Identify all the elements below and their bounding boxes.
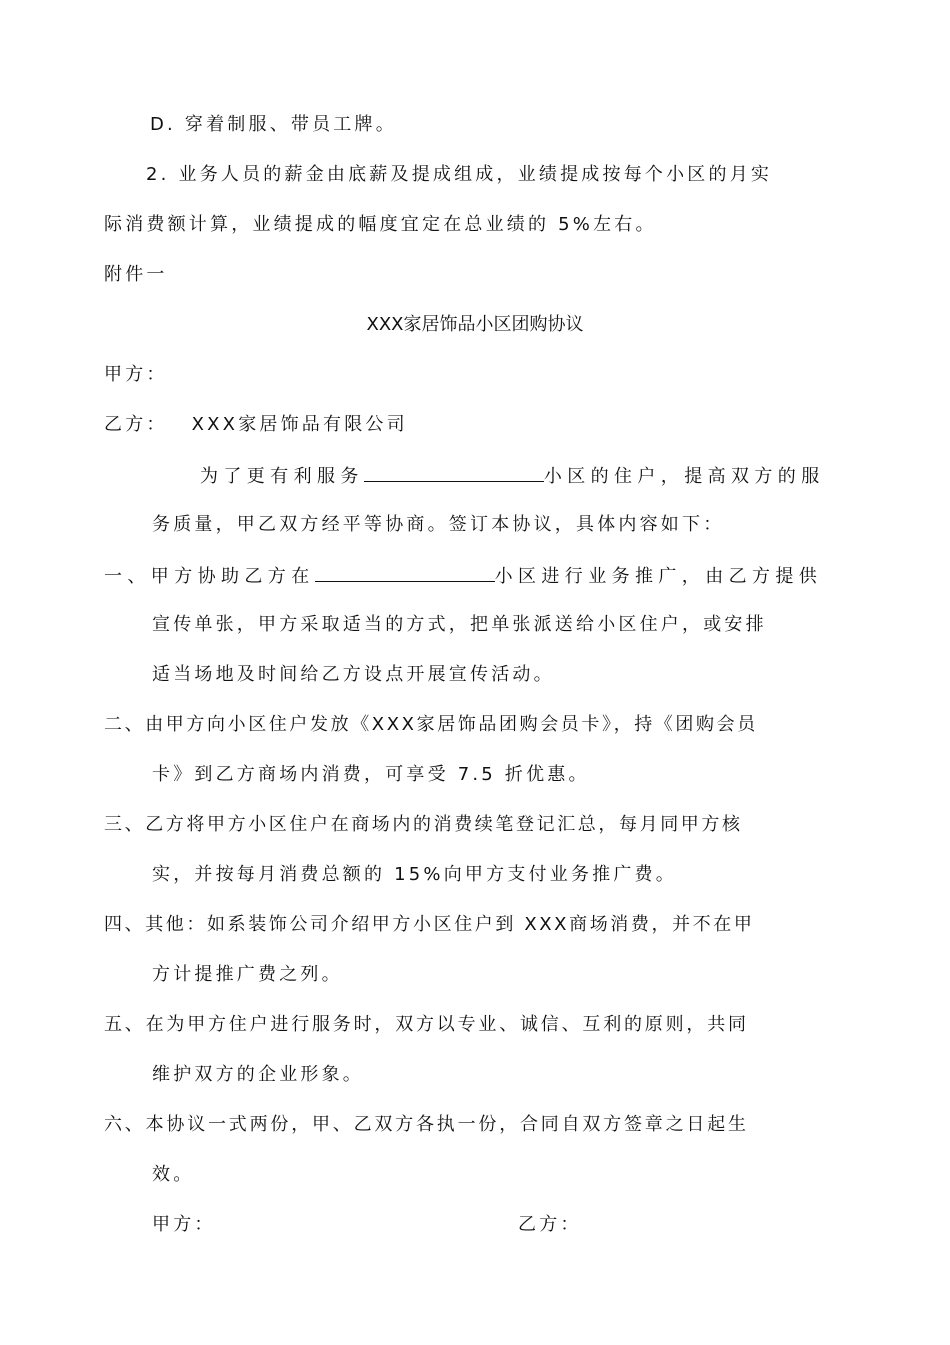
clause-1-line-2: 宣传单张，甲方采取适当的方式，把单张派送给小区住户，或安排 xyxy=(152,614,767,635)
clause-1-line-3: 适当场地及时间给乙方设点开展宣传活动。 xyxy=(152,664,555,685)
attachment-label: 附件一 xyxy=(104,264,168,285)
blank-community-1 xyxy=(364,463,544,482)
clause-5-line-1: 五、在为甲方住户进行服务时，双方以专业、诚信、互利的原则，共同 xyxy=(104,1014,749,1035)
party-b-row xyxy=(104,413,408,437)
party-b-name: XXX家居饰品有限公司 xyxy=(191,414,408,435)
clause-3-line-2: 实，并按每月消费总额的 15%向甲方支付业务推广费。 xyxy=(152,864,677,885)
clause-4-line-1: 四、其他：如系装饰公司介绍甲方小区住户到 XXX商场消费，并不在甲 xyxy=(104,914,755,935)
intro-line-2: 务质量，甲乙双方经平等协商。签订本协议，具体内容如下： xyxy=(152,514,725,535)
agreement-title: XXX家居饰品小区团购协议 xyxy=(366,314,584,335)
paragraph-salary-line-1: 2. 业务人员的薪金由底薪及提成组成，业绩提成按每个小区的月实 xyxy=(146,164,773,185)
clause-2-line-1: 二、由甲方向小区住户发放《XXX家居饰品团购会员卡》，持《团购会员 xyxy=(104,714,758,735)
signature-party-a: 甲方： xyxy=(152,1214,216,1235)
clause-6-line-2: 效。 xyxy=(152,1164,195,1185)
blank-community-2 xyxy=(315,563,495,582)
clause-4-line-2: 方计提推广费之列。 xyxy=(152,964,343,985)
intro-line-1 xyxy=(200,463,825,489)
party-a-label: 甲方： xyxy=(104,364,168,385)
clause-3-line-1: 三、乙方将甲方小区住户在商场内的消费续笔登记汇总，每月同甲方核 xyxy=(104,814,743,835)
signature-party-b: 乙方： xyxy=(518,1214,582,1235)
clause-1-text-a: 一、甲方协助乙方在 xyxy=(104,566,315,587)
intro-text-b: 小区的住户，提高双方的服 xyxy=(543,466,825,487)
clause-2-line-2: 卡》到乙方商场内消费，可享受 7.5 折优惠。 xyxy=(152,764,590,785)
clause-1-text-b: 小区进行业务推广，由乙方提供 xyxy=(494,566,823,587)
party-b-label: 乙方： xyxy=(104,414,168,435)
clause-5-line-2: 维护双方的企业形象。 xyxy=(152,1064,364,1085)
intro-text-a: 为了更有利服务 xyxy=(200,466,364,487)
list-item-d: D. 穿着制服、带员工牌。 xyxy=(150,114,397,135)
paragraph-salary-line-2: 际消费额计算，业绩提成的幅度宜定在总业绩的 5%左右。 xyxy=(104,214,657,235)
clause-1-line-1 xyxy=(104,563,822,589)
clause-6-line-1: 六、本协议一式两份，甲、乙双方各执一份，合同自双方签章之日起生 xyxy=(104,1114,749,1135)
